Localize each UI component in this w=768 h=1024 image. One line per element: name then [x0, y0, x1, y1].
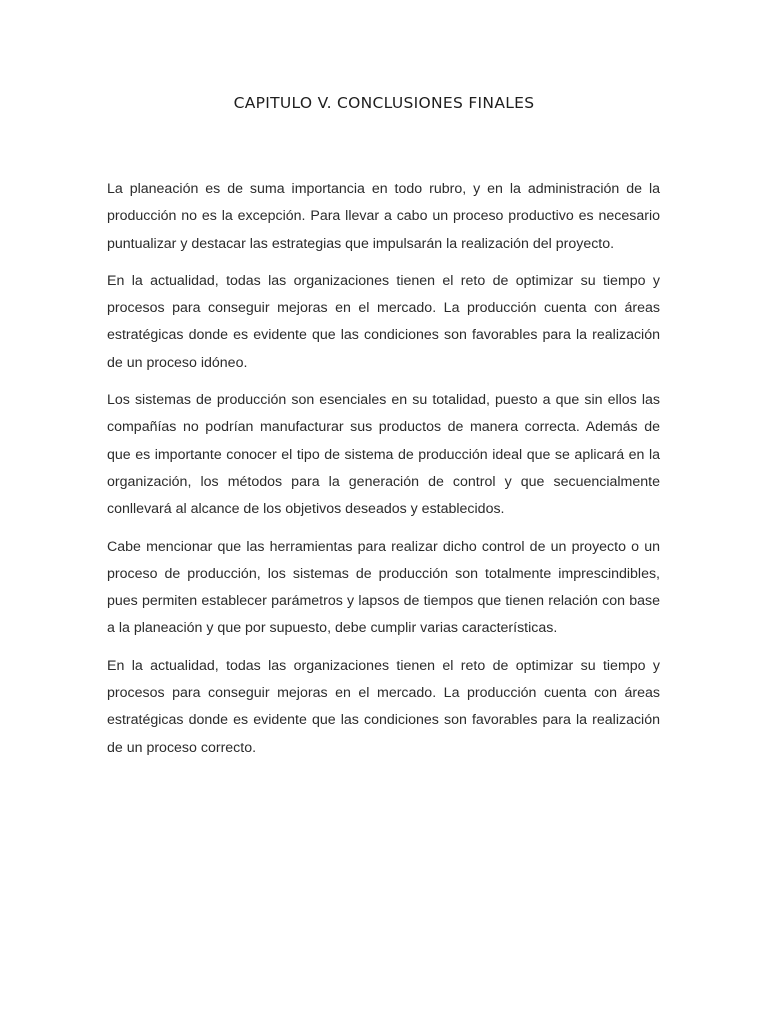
document-body — [107, 176, 660, 772]
paragraph-3: Los sistemas de producción son esenciales en su totalidad, puesto a que sin ellos las compañías no podrían manufacturar sus productos de manera correcta. Además de que es importante conocer el tipo de sistema de producción ideal que se aplicará en la organización, los métodos para la generación de control y que secuencialmente conllevará al alcance de los objetivos deseados y establecidos. — [107, 392, 660, 518]
paragraph-4: Cabe mencionar que las herramientas para realizar dicho control de un proyecto o un proceso de producción, los sistemas de producción son totalmente imprescindibles, pues permiten establecer parámetros y lapsos de tiempos que tienen relación con base a la planeación y que por supuesto, debe cumplir varias características. — [107, 538, 660, 637]
paragraph-5: En la actualidad, todas las organizaciones tienen el reto de optimizar su tiempo y procesos para conseguir mejoras en el mercado. La producción cuenta con áreas estratégicas donde es evidente que las condiciones son favorables para la realización de un proceso correcto. — [107, 657, 660, 756]
paragraph-2: En la actualidad, todas las organizaciones tienen el reto de optimizar su tiempo y procesos para conseguir mejoras en el mercado. La producción cuenta con áreas estratégicas donde es evidente que las condiciones son favorables para la realización de un proceso idóneo. — [107, 272, 660, 371]
page-title: CAPITULO V. CONCLUSIONES FINALES — [233, 94, 535, 112]
paragraph-1: La planeación es de suma importancia en todo rubro, y en la administración de la producción no es la excepción. Para llevar a cabo un proceso productivo es necesario puntualizar y destacar las estrategias que impulsarán la realización del proyecto. — [107, 181, 660, 252]
